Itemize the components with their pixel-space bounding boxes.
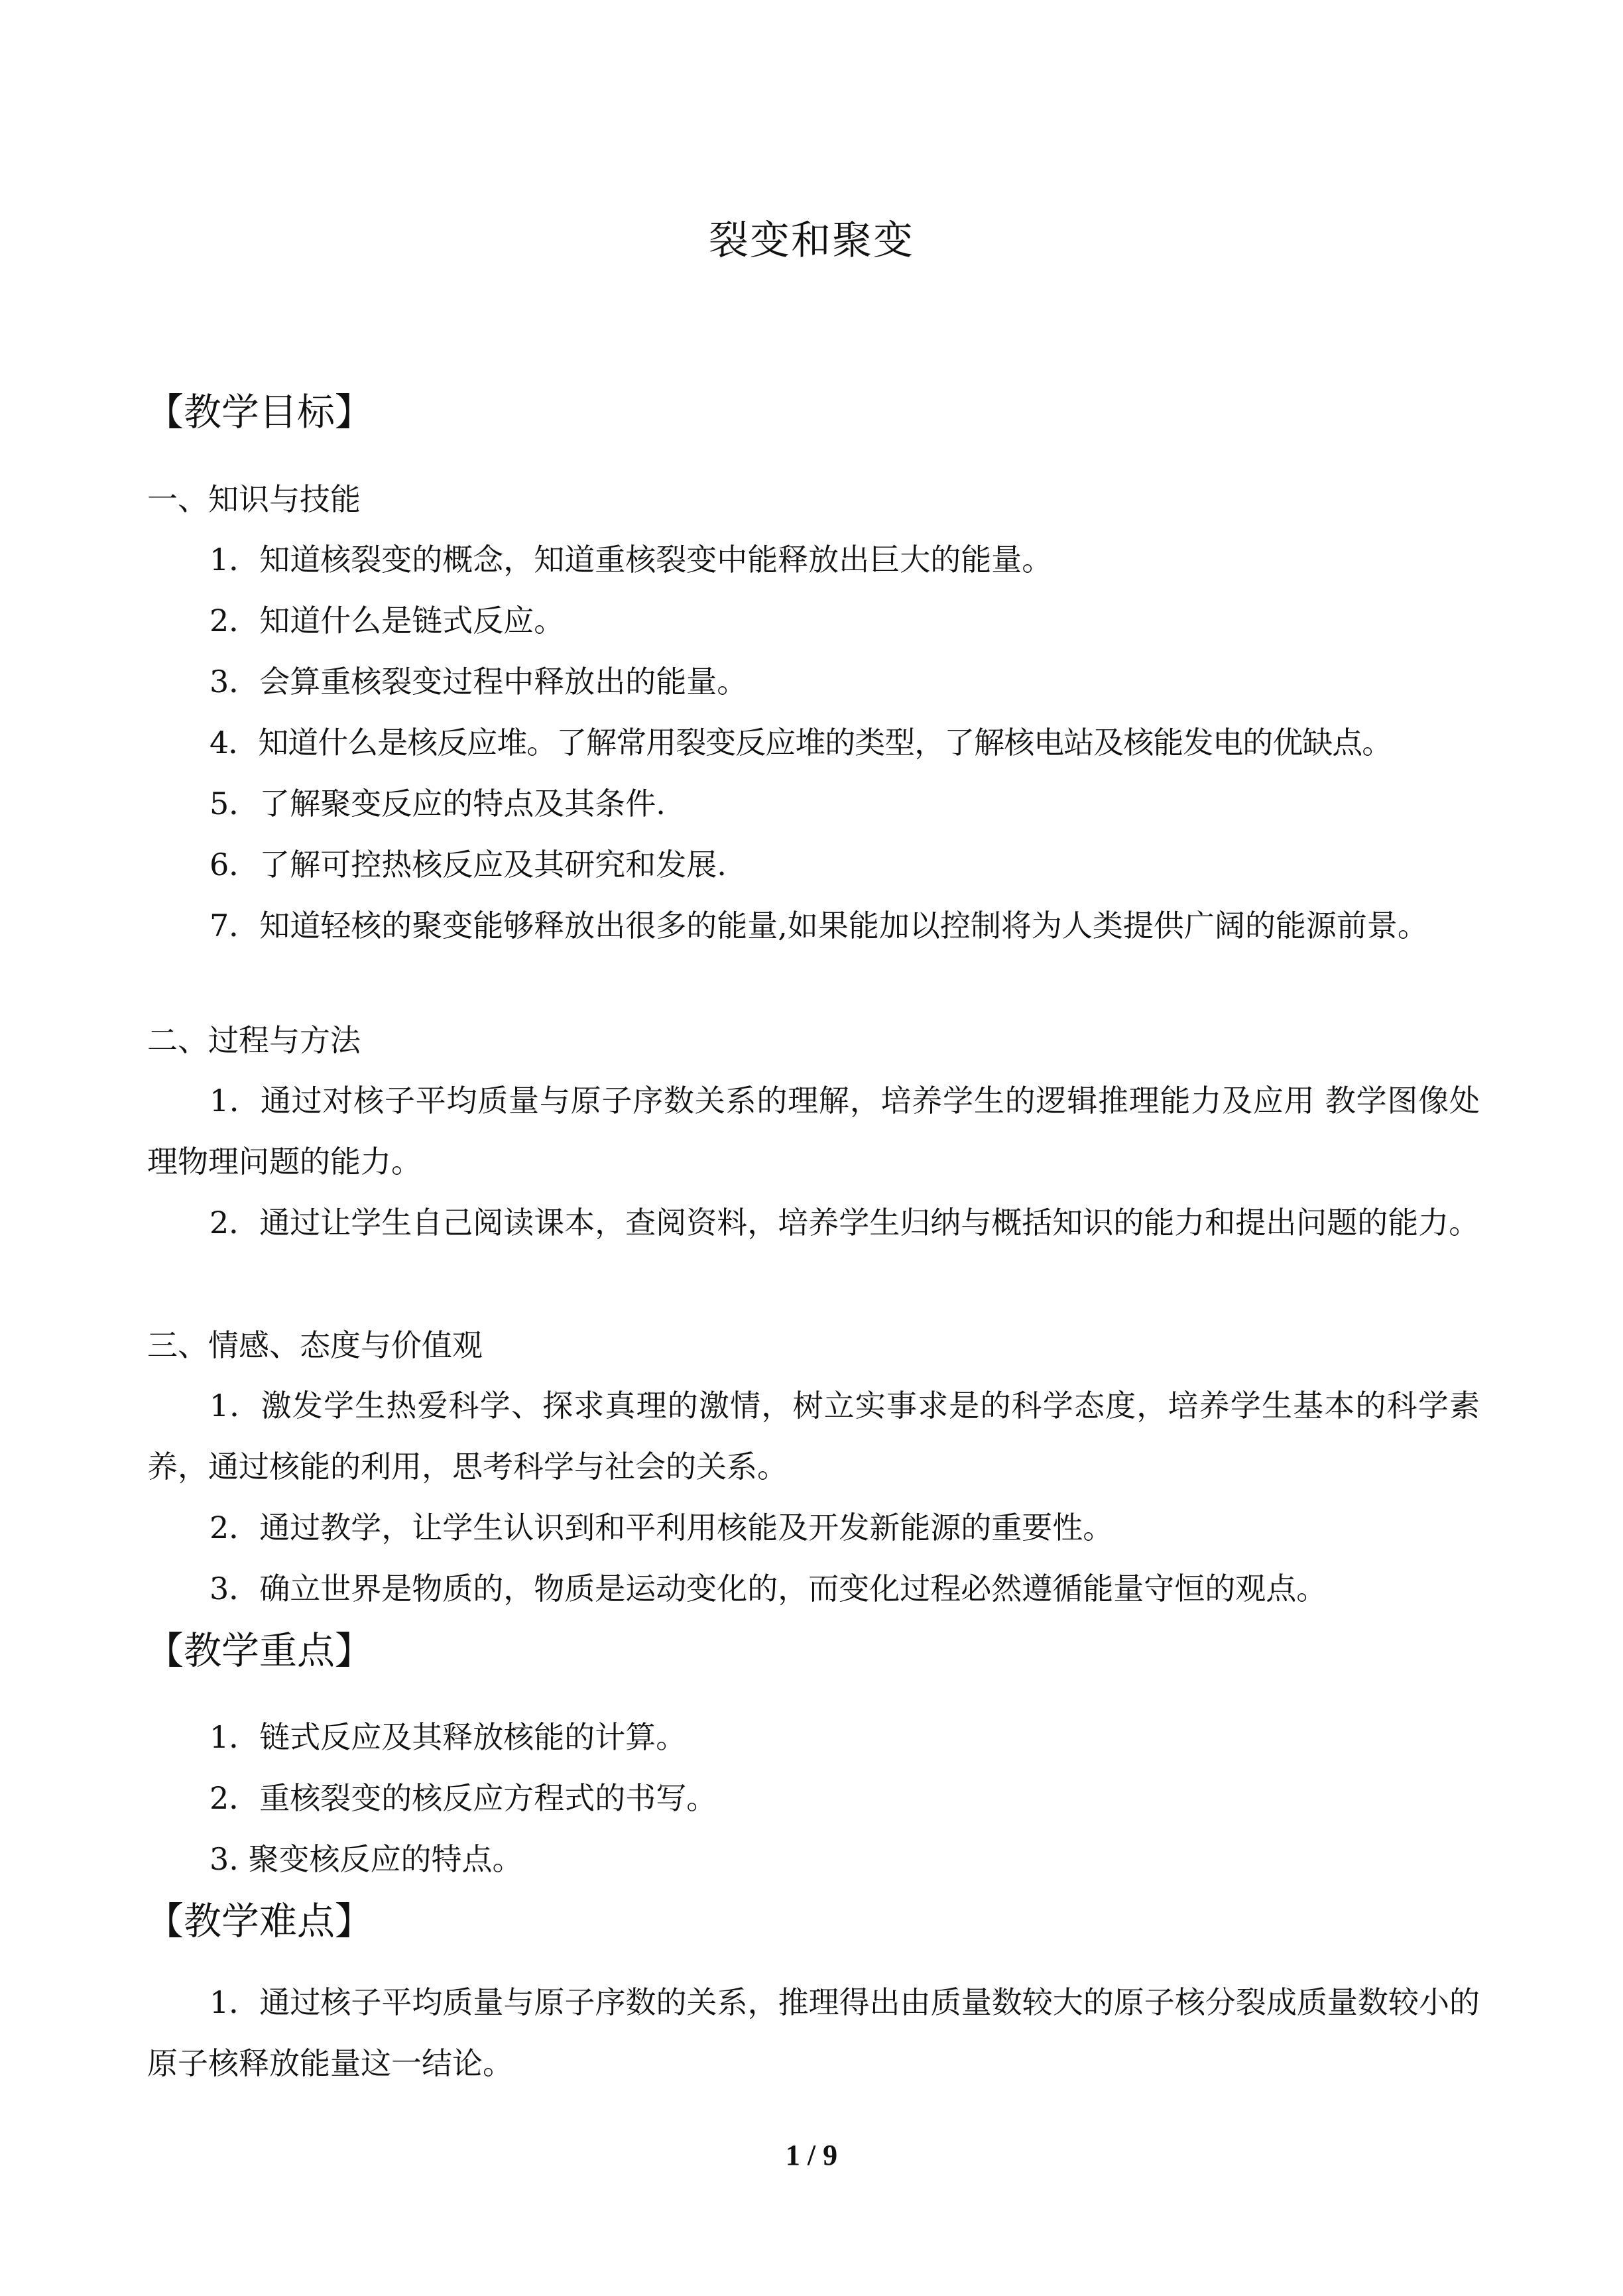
objective-item: 2．知道什么是链式反应。 (210, 603, 565, 638)
section-heading-objectives: 【教学目标】 (146, 391, 373, 434)
key-point-item: 1．链式反应及其释放核能的计算。 (210, 1719, 687, 1755)
page-number: 1 / 9 (785, 2139, 838, 2171)
objective-item: 6．了解可控热核反应及其研究和发展. (210, 847, 727, 882)
objective-item: 2．通过让学生自己阅读课本，查阅资料，培养学生归纳与概括知识的能力和提出问题的能力。 (210, 1205, 1480, 1240)
objective-item: 7．知道轻核的聚变能够释放出很多的能量,如果能加以控制将为人类提供广阔的能源前景。 (210, 908, 1428, 943)
objective-item: 4．知道什么是核反应堆。了解常用裂变反应堆的类型，了解核电站及核能发电的优缺点。 (210, 725, 1392, 760)
document-title: 裂变和聚变 (709, 217, 914, 264)
objective-item: 1．通过对核子平均质量与原子序数关系的理解，培养学生的逻辑推理能力及应用 教学图像处理物理问题的能力。 (147, 1083, 1480, 1179)
subheading-process-methods: 二、过程与方法 (147, 1022, 361, 1058)
section-heading-difficulties: 【教学难点】 (146, 1900, 373, 1943)
objective-item: 5．了解聚变反应的特点及其条件. (210, 786, 666, 821)
subheading-attitudes-values: 三、情感、态度与价值观 (147, 1327, 483, 1363)
objective-item: 3．会算重核裂变过程中释放出的能量。 (210, 664, 748, 699)
difficulty-item: 1．通过核子平均质量与原子序数的关系，推理得出由质量数较大的原子核分裂成质量数较小的原子核释放能量这一结论。 (147, 1984, 1480, 2081)
subheading-knowledge-skills: 一、知识与技能 (147, 481, 361, 517)
objective-item: 1．激发学生热爱科学、探求真理的激情，树立实事求是的科学态度，培养学生基本的科学素养，通过核能的利用，思考科学与社会的关系。 (147, 1388, 1480, 1484)
key-point-item: 3. 聚变核反应的特点。 (210, 1841, 523, 1877)
key-point-item: 2．重核裂变的核反应方程式的书写。 (210, 1780, 717, 1816)
objective-item: 2．通过教学，让学生认识到和平利用核能及开发新能源的重要性。 (210, 1510, 1114, 1545)
section-heading-key-points: 【教学重点】 (146, 1629, 373, 1673)
objective-item: 3．确立世界是物质的，物质是运动变化的，而变化过程必然遵循能量守恒的观点。 (210, 1571, 1327, 1606)
objective-item: 1．知道核裂变的概念，知道重核裂变中能释放出巨大的能量。 (210, 542, 1053, 577)
